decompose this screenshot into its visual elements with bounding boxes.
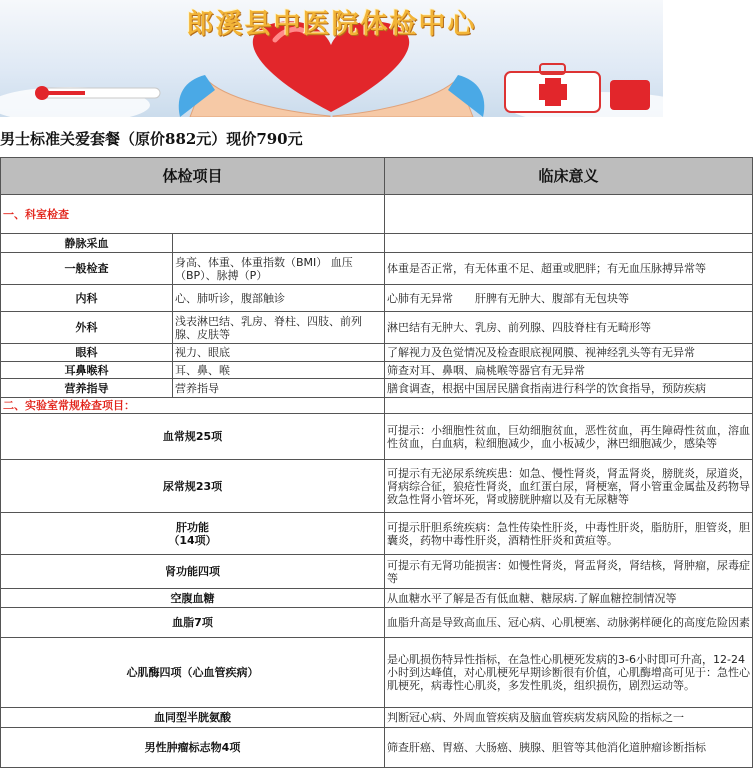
table-row [1,362,753,379]
table-row [1,312,753,344]
item-meaning: 可提示：小细胞性贫血，巨幼细胞贫血，恶性贫血，再生障碍性贫血，溶血性贫血，白血病，粒细胞减少，血小板减少，淋巴细胞减少，感染等 [385,414,753,460]
item-meaning: 可提示有无泌尿系统疾患：如急、慢性肾炎，肾盂肾炎，膀胱炎，尿道炎，肾病综合征，狼疮性肾炎，血红蛋白尿，肾梗塞，肾小管重金属盐及药物导致急性肾小管坏死，肾或膀胱肿瘤以及有无尿糖等 [385,460,753,513]
item-name: 肝功能 （14项） [1,513,385,555]
item-meaning: 判断冠心病、外周血管疾病及脑血管疾病发病风险的指标之一 [385,708,753,728]
item-meaning: 膳食调查，根据中国居民膳食指南进行科学的饮食指导，预防疾病 [385,379,753,398]
table-row [1,379,753,398]
item-name: 营养指导 [1,379,173,398]
item-name: 耳鼻喉科 [1,362,173,379]
table-row [1,728,753,768]
header-banner [0,0,663,117]
section-title: 一、科室检查 [1,195,385,234]
table-row [1,414,753,460]
header-exam-items: 体检项目 [1,158,385,195]
item-name: 内科 [1,285,173,312]
item-meaning: 筛查对耳、鼻咽、扁桃喉等器官有无异常 [385,362,753,379]
item-meaning: 可提示肝胆系统疾病：急性传染性肝炎，中毒性肝炎，脂肪肝，胆管炎，胆囊炎，药物中毒性肝炎，酒精性肝炎和黄疸等。 [385,513,753,555]
table-header-row [1,158,753,195]
item-meaning: 从血糖水平了解是否有低血糖、糖尿病.了解血糖控制情况等 [385,589,753,608]
item-name: 眼科 [1,344,173,362]
item-name: 静脉采血 [1,234,173,253]
item-meaning: 了解视力及色觉情况及检查眼底视网膜、视神经乳头等有无异常 [385,344,753,362]
item-name: 空腹血糖 [1,589,385,608]
section-blank [385,398,753,414]
table-row [1,285,753,312]
table-row [1,638,753,708]
banner-title: 郎溪县中医院体检中心 [186,9,477,40]
item-meaning: 淋巴结有无肿大、乳房、前列腺、四肢脊柱有无畸形等 [385,312,753,344]
medical-kit-icon [505,64,650,112]
section-blank [385,195,753,234]
table-row [1,234,753,253]
item-content: 心、肺听诊，腹部触诊 [173,285,385,312]
section-title: 二、实验室常规检查项目： [1,398,385,414]
package-title: 男士标准关爱套餐（原价882元）现价790元 [0,130,303,148]
item-name: 男性肿瘤标志物4项 [1,728,385,768]
table-row [1,460,753,513]
thermometer-icon [35,86,160,100]
item-name: 血同型半胱氨酸 [1,708,385,728]
table-row [1,513,753,555]
item-content: 营养指导 [173,379,385,398]
table-row [1,608,753,638]
item-name: 外科 [1,312,173,344]
table-row [1,555,753,589]
header-clinical-meaning: 临床意义 [385,158,753,195]
item-meaning: 心肺有无异常 肝脾有无肿大、腹部有无包块等 [385,285,753,312]
exam-table [0,157,753,768]
item-name: 肾功能四项 [1,555,385,589]
table-row [1,253,753,285]
item-meaning: 可提示有无肾功能损害：如慢性肾炎，肾盂肾炎，肾结核，肾肿瘤，尿毒症等 [385,555,753,589]
item-meaning: 体重是否正常，有无体重不足、超重或肥胖；有无血压脉搏异常等 [385,253,753,285]
item-meaning [385,234,753,253]
item-meaning: 血脂升高是导致高血压、冠心病、心肌梗塞、动脉粥样硬化的高度危险因素 [385,608,753,638]
item-meaning: 筛查肝癌、胃癌、大肠癌、胰腺、胆管等其他消化道肿瘤诊断指标 [385,728,753,768]
item-content: 视力、眼底 [173,344,385,362]
item-content: 身高、体重、体重指数（BMI） 血压（BP）、脉搏（P） [173,253,385,285]
item-content [173,234,385,253]
item-content: 耳、鼻、喉 [173,362,385,379]
section-row [1,195,753,234]
item-meaning: 是心肌损伤特异性指标，在急性心肌梗死发病的3-6小时即可升高，12-24小时到达峰值，对心肌梗死早期诊断很有价值，心肌酶增高可见于：急性心肌梗死，病毒性心肌炎，多发性肌炎，组织损伤，剧烈运动等。 [385,638,753,708]
table-row [1,344,753,362]
item-name: 血脂7项 [1,608,385,638]
item-name: 尿常规23项 [1,460,385,513]
section-row [1,398,753,414]
item-name: 心肌酶四项（心血管疾病） [1,638,385,708]
item-content: 浅表淋巴结、乳房、脊柱、四肢、前列腺、皮肤等 [173,312,385,344]
table-row [1,708,753,728]
table-row [1,589,753,608]
item-name: 一般检查 [1,253,173,285]
item-name: 血常规25项 [1,414,385,460]
